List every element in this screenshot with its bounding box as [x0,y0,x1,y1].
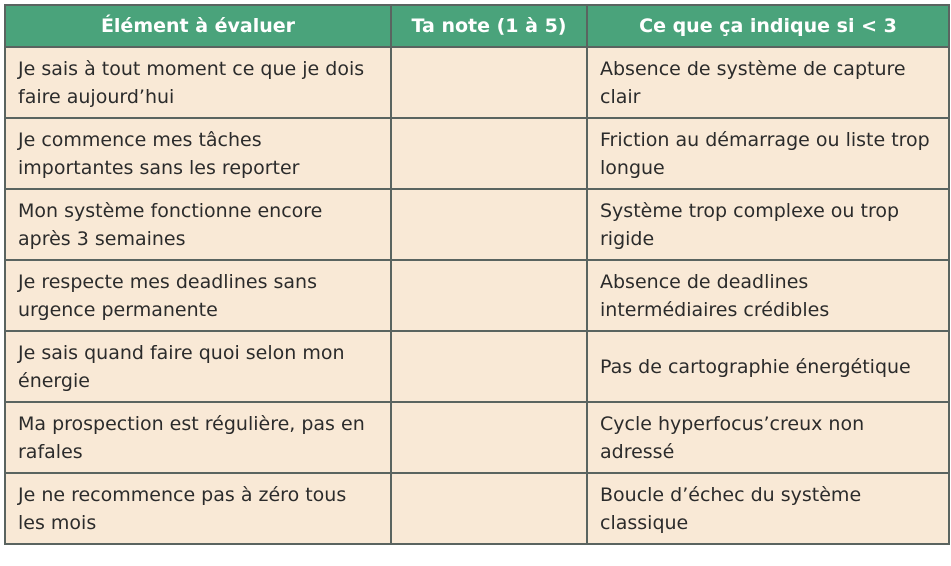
note-cell[interactable] [391,260,587,331]
indication-cell: Pas de cartographie énergétique [587,331,949,402]
note-cell[interactable] [391,473,587,544]
note-cell[interactable] [391,47,587,118]
indication-cell: Absence de deadlines intermédiaires crédibles [587,260,949,331]
header-element: Élément à évaluer [5,5,391,47]
element-cell: Je commence mes tâches importantes sans les reporter [5,118,391,189]
indication-cell: Boucle d’échec du système classique [587,473,949,544]
note-cell[interactable] [391,331,587,402]
indication-cell: Absence de système de capture clair [587,47,949,118]
note-cell[interactable] [391,118,587,189]
element-cell: Ma prospection est régulière, pas en rafales [5,402,391,473]
element-cell: Je respecte mes deadlines sans urgence permanente [5,260,391,331]
note-cell[interactable] [391,402,587,473]
table-row [5,47,949,118]
table-row [5,260,949,331]
table-row [5,331,949,402]
element-cell: Je sais à tout moment ce que je dois faire aujourd’hui [5,47,391,118]
note-cell[interactable] [391,189,587,260]
table-row [5,118,949,189]
table-header-row [5,5,949,47]
indication-cell: Friction au démarrage ou liste trop longue [587,118,949,189]
table-row [5,473,949,544]
table-row [5,402,949,473]
indication-cell: Système trop complexe ou trop rigide [587,189,949,260]
element-cell: Je sais quand faire quoi selon mon énergie [5,331,391,402]
indication-cell: Cycle hyperfocus’creux non adressé [587,402,949,473]
element-cell: Mon système fonctionne encore après 3 semaines [5,189,391,260]
element-cell: Je ne recommence pas à zéro tous les mois [5,473,391,544]
header-indication: Ce que ça indique si < 3 [587,5,949,47]
self-assessment-table [4,4,950,545]
table-row [5,189,949,260]
header-note: Ta note (1 à 5) [391,5,587,47]
self-assessment-table-container [4,4,948,545]
